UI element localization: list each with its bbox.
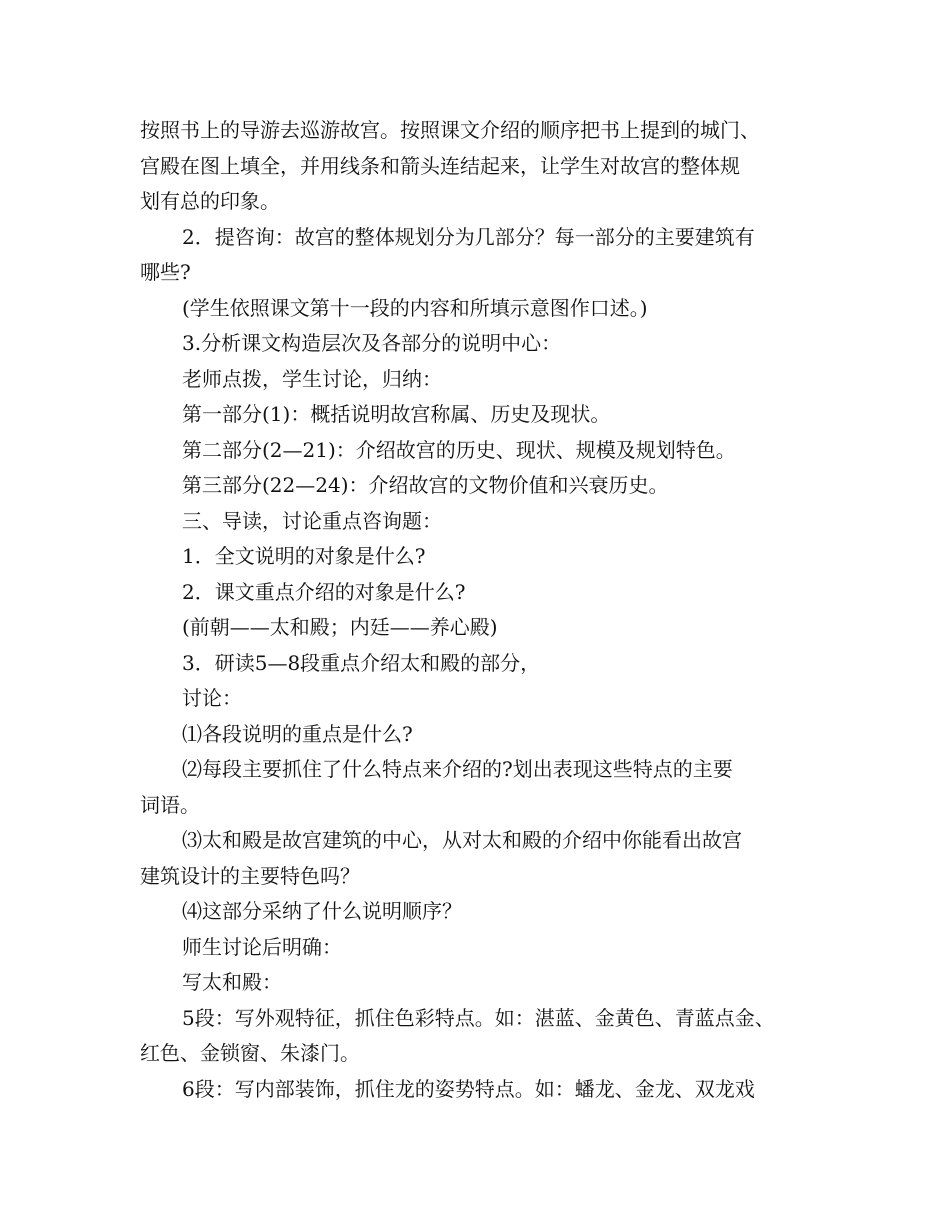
text-line: 第二部分(2—21)：介绍故宫的历史、现状、规模及规划特色。: [182, 437, 736, 462]
text-line: 讨论：: [182, 686, 242, 710]
text-line: 2．课文重点介绍的对象是什么?: [182, 579, 466, 604]
text-line: ⑵每段主要抓住了什么特点来介绍的?划出表现这些特点的主要: [182, 757, 733, 781]
text-line: 3．研读5—8段重点介绍太和殿的部分，: [182, 650, 541, 675]
text-line: ⑷这部分采纳了什么说明顺序？: [182, 899, 462, 923]
text-line: 5段：写外观特征，抓住色彩特点。如：湛蓝、金黄色、青蓝点金、: [182, 1005, 775, 1030]
text-line: 3.分析课文构造层次及各部分的说明中心：: [182, 331, 562, 355]
text-line: 师生讨论后明确：: [182, 934, 342, 959]
text-line: 划有总的印象。: [140, 189, 280, 213]
text-line: 建筑设计的主要特色吗？: [140, 863, 360, 888]
text-line: 1．全文说明的对象是什么?: [182, 544, 426, 568]
text-line: 第三部分(22—24)：介绍故宫的文物价值和兴衰历史。: [182, 473, 669, 497]
text-line: ⑶太和殿是故宫建筑的中心，从对太和殿的介绍中你能看出故宫: [182, 828, 742, 852]
text-line: 写太和殿：: [182, 970, 282, 994]
text-line: 词语。: [140, 792, 200, 817]
text-line: 宫殿在图上填全，并用线条和箭头连结起来，让学生对故宫的整体规: [140, 153, 740, 178]
text-line: 6段：写内部装饰，抓住龙的姿势特点。如：蟠龙、金龙、双龙戏: [182, 1076, 755, 1101]
text-line: 哪些?: [140, 260, 191, 284]
text-line: 第一部分(1)：概括说明故宫称属、历史及现状。: [182, 402, 611, 426]
text-line: 三、导读，讨论重点咨询题：: [182, 508, 442, 533]
document-body: [140, 113, 820, 1107]
text-line: 2．提咨询：故宫的整体规划分为几部分？每一部分的主要建筑有: [182, 224, 755, 249]
text-line: (学生依照课文第十一段的内容和所填示意图作口述。): [182, 295, 648, 320]
text-line: 老师点拨，学生讨论，归纳：: [182, 366, 442, 391]
text-line: 红色、金锁窗、朱漆门。: [140, 1041, 360, 1065]
text-line: 按照书上的导游去巡游故宫。按照课文介绍的顺序把书上提到的城门、: [140, 118, 760, 142]
text-line: (前朝——太和殿；内廷——养心殿): [182, 615, 498, 639]
text-line: ⑴各段说明的重点是什么?: [182, 721, 413, 746]
